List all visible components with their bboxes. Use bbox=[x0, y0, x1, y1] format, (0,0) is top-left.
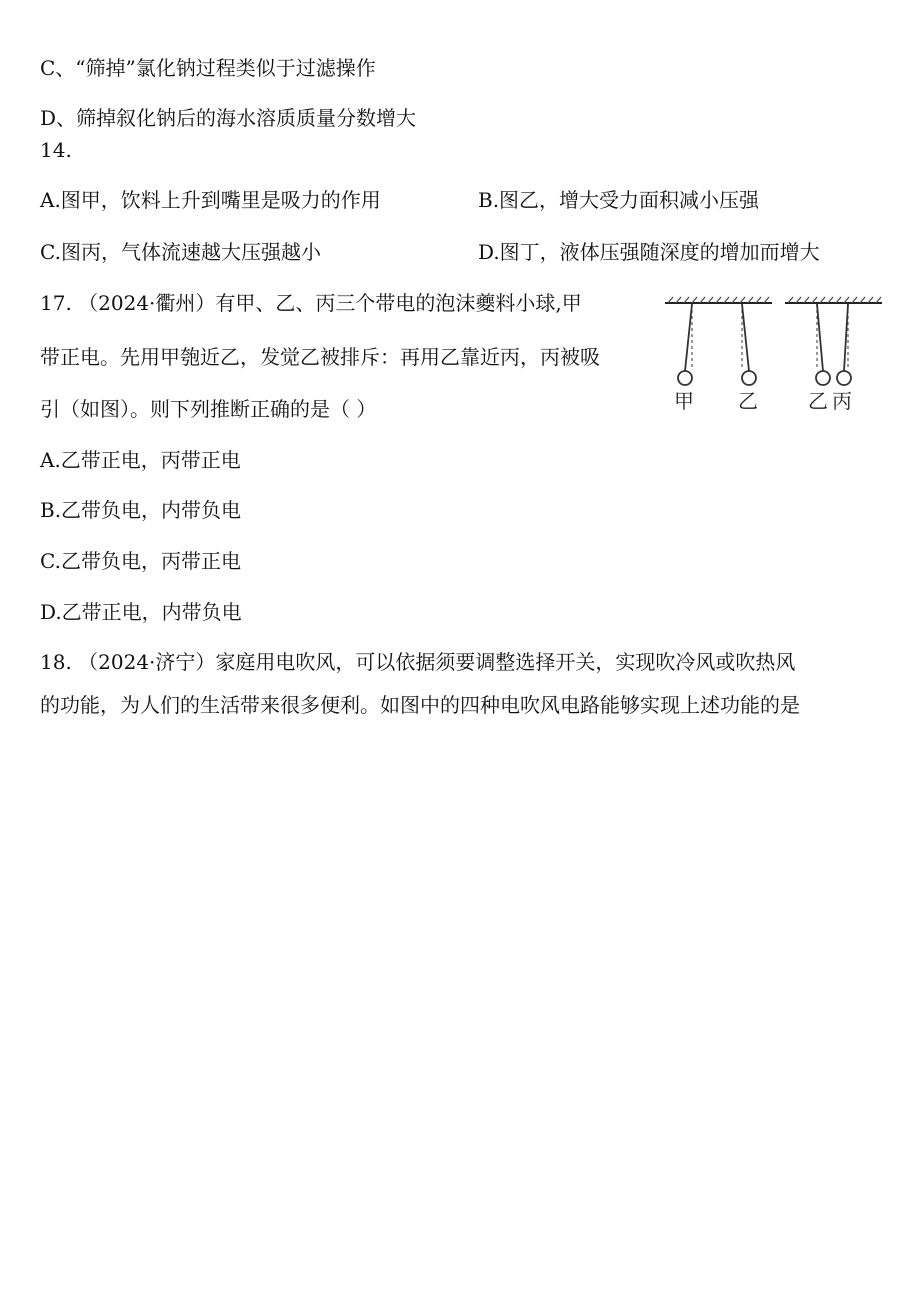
q13-option-d: D、筛掉叙化钠后的海水溶质质量分数增大 bbox=[40, 106, 417, 130]
q14-option-b: B.图乙，增大受力面积减小压强 bbox=[478, 188, 760, 212]
ball-yi-2 bbox=[816, 371, 830, 385]
q18-stem-line2: 的功能，为人们的生活带来很多便利。如图中的四种电吹风电路能够实现上述功能的是 bbox=[40, 693, 800, 717]
ceiling-right bbox=[785, 297, 882, 303]
q18-stem-line1: 18. （2024·济宁）家庭用电吹风，可以依据须要调整选择开关，实现吹冷风或吹热风 bbox=[40, 650, 796, 674]
label-yi: 乙 bbox=[738, 389, 758, 413]
q17-stem-line1: 17. （2024·衢州）有甲、乙、丙三个带电的泡沫夔料小球,甲 bbox=[40, 291, 582, 315]
q17-stem-line2: 带正电。先用甲匏近乙，发觉乙被排斥：再用乙靠近丙，丙被吸 bbox=[40, 345, 600, 369]
q13-option-c: C、“筛掉”氯化钠过程类似于过滤操作 bbox=[40, 56, 376, 80]
label-jia: 甲 bbox=[674, 389, 694, 413]
q14-option-c: C.图丙，气体流速越大压强越小 bbox=[40, 240, 321, 264]
q14-number: 14. bbox=[40, 138, 72, 162]
dashed-verticals bbox=[692, 304, 848, 370]
ball-yi bbox=[742, 371, 756, 385]
q17-option-d: D.乙带正电，内带负电 bbox=[40, 600, 242, 624]
q17-option-a: A.乙带正电，丙带正电 bbox=[40, 448, 241, 472]
q14-option-d: D.图丁，液体压强随深度的增加而增大 bbox=[478, 240, 820, 264]
q17-option-b: B.乙带负电，内带负电 bbox=[40, 498, 242, 522]
q14-option-a: A.图甲，饮料上升到嘴里是吸力的作用 bbox=[40, 188, 381, 212]
label-yi-2: 乙 bbox=[808, 389, 828, 413]
ceiling-left bbox=[665, 297, 772, 303]
ball-bing bbox=[837, 371, 851, 385]
q17-stem-line3: 引（如图）。则下列推断正确的是（ ） bbox=[40, 397, 377, 421]
strings bbox=[685, 304, 848, 371]
ball-jia bbox=[678, 371, 692, 385]
charged-balls-figure bbox=[660, 290, 885, 415]
label-bing: 丙 bbox=[832, 389, 852, 413]
q17-option-c: C.乙带负电，丙带正电 bbox=[40, 549, 241, 573]
